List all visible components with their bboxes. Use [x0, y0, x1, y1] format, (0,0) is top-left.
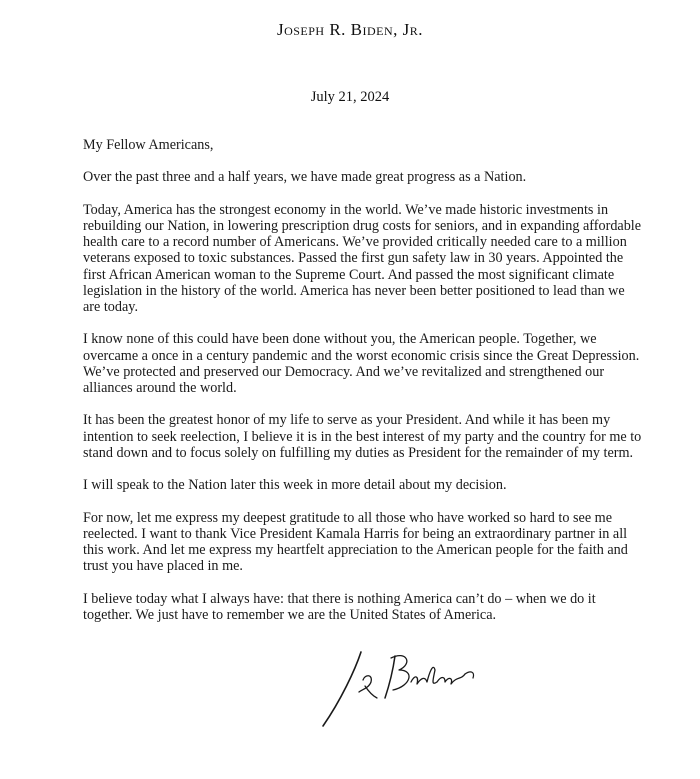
paragraph-6: For now, let me express my deepest gratitude to all those who have worked so hard to see me reelected. I want to thank Vice President Kamala Harris for being an extraordinary partner in all this work. And let me express my heartfelt appreciation to the American people for the faith and trust you have placed in me. [83, 509, 628, 575]
letterhead: Joseph R. Biden, Jr. [276, 20, 424, 39]
paragraph-7: I believe today what I always have: that there is nothing America can’t do – when we do it together. We just have to remember we are the United States of America. [83, 590, 596, 623]
paragraph-1: Over the past three and a half years, we have made great progress as a Nation. [83, 169, 527, 186]
salutation: My Fellow Americans, [83, 137, 214, 153]
paragraph-2: Today, America has the strongest economy in the world. We’ve made historic investments in rebuilding our Nation, in lowering prescription drug costs for seniors, and in expanding affordable health care to a record number of Americans. We’ve provided critically needed care to a million veterans exposed to toxic substances. Passed the first gun safety law in 30 years. Appointed the first African American woman to the Supreme Court. And passed the most significant climate legislation in the history of the world. America has never been better positioned to lead than we are today. [83, 201, 642, 315]
handwritten-signature [315, 640, 505, 730]
letter-body [83, 137, 643, 639]
paragraph-4: It has been the greatest honor of my life to serve as your President. And while it has been my intention to seek reelection, I believe it is in the best interest of my party and the country for me to stand down and to focus solely on fulfilling my duties as President for the remainder of my term. [83, 412, 642, 461]
paragraph-3: I know none of this could have been done without you, the American people. Together, we overcame a once in a century pandemic and the worst economic crisis since the Great Depression. We’ve protected and preserved our Democracy. And we’ve revitalized and strengthened our alliances around the world. [83, 331, 640, 396]
paragraph-5: I will speak to the Nation later this week in more detail about my decision. [83, 477, 507, 494]
letter-date: July 21, 2024 [310, 89, 390, 105]
